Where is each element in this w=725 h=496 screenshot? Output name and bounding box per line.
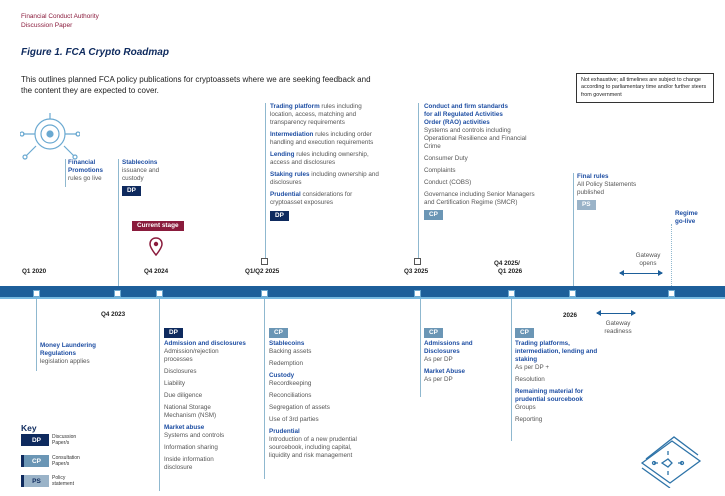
cp-badge: CP bbox=[424, 210, 443, 220]
separator bbox=[573, 173, 574, 286]
acp-d2: As per DP bbox=[424, 376, 453, 383]
tcp-t4: Remaining material for bbox=[515, 388, 584, 395]
tcp-t2: intermediation, lending and bbox=[515, 348, 598, 355]
acp-t3: Market Abuse bbox=[424, 368, 466, 375]
admission-dp-block bbox=[164, 328, 260, 472]
gateway-opens-1: Gateway bbox=[635, 252, 661, 259]
cp-badge: CP bbox=[515, 328, 534, 338]
key-label: Consultation bbox=[52, 455, 80, 461]
stablecoins-dp-block bbox=[122, 159, 182, 196]
separator bbox=[36, 299, 37, 371]
trading-l4-bold: Intermediation bbox=[270, 131, 314, 138]
trading-l1-rest: rules including bbox=[319, 103, 362, 110]
trading-dp-block bbox=[270, 103, 410, 221]
separator bbox=[159, 299, 160, 491]
trading-l8-rest: including ownership and bbox=[309, 171, 379, 178]
trading-l7: access and disclosures bbox=[270, 159, 336, 166]
admission-item: Disclosures bbox=[164, 368, 197, 375]
current-stage-label: Current stage bbox=[132, 221, 184, 231]
aml-d: legislation applies bbox=[40, 358, 90, 365]
key-label: Paper/s bbox=[52, 461, 70, 467]
sc-d1: Backing assets bbox=[269, 348, 312, 355]
admission-item: Mechanism (NSM) bbox=[164, 412, 217, 419]
dp-badge: DP bbox=[270, 211, 289, 221]
conduct-d8: and Certification Regime (SMCR) bbox=[424, 199, 518, 206]
label-q1-2026: Q1 2026 bbox=[498, 268, 523, 275]
conduct-d4: Consumer Duty bbox=[424, 155, 468, 162]
timeline-node bbox=[156, 290, 163, 297]
key-item-cp bbox=[21, 455, 92, 467]
final-rules-block bbox=[577, 173, 657, 210]
admission-item: Admission/rejection bbox=[164, 348, 219, 355]
conduct-d7: Governance including Senior Managers bbox=[424, 191, 535, 198]
sc-d4: Reconciliations bbox=[269, 392, 312, 399]
aml-block bbox=[40, 342, 115, 366]
trading-l10-rest: considerations for bbox=[300, 191, 353, 198]
sc-t3: Prudential bbox=[269, 428, 300, 435]
final-title: Final rules bbox=[577, 173, 609, 180]
dp-badge: DP bbox=[122, 186, 141, 196]
label-2026: 2026 bbox=[563, 312, 578, 319]
tcp-d3: Groups bbox=[515, 404, 536, 411]
separator bbox=[264, 299, 265, 479]
trading-l6-rest: rules including ownership, bbox=[294, 151, 369, 158]
market-abuse-item: Inside information bbox=[164, 456, 214, 463]
conduct-d3: Crime bbox=[424, 143, 441, 150]
org-name: Financial Conduct Authority bbox=[21, 13, 99, 20]
stablecoins-cp-block bbox=[269, 328, 409, 460]
timeline-accent bbox=[0, 297, 725, 299]
trading-l6-bold: Lending bbox=[270, 151, 295, 158]
fp-title-1: Financial bbox=[68, 159, 96, 166]
sc-t2: Custody bbox=[269, 372, 295, 379]
tcp-d1: As per DP + bbox=[515, 364, 550, 371]
timeline-node bbox=[414, 290, 421, 297]
sc-d5: Segregation of assets bbox=[269, 404, 330, 411]
aml-t1: Money Laundering bbox=[40, 342, 96, 349]
trading-l10-bold: Prudential bbox=[270, 191, 301, 198]
sc-d3: Recordkeeping bbox=[269, 380, 312, 387]
trading-cp-block bbox=[515, 328, 625, 424]
location-pin-icon bbox=[149, 237, 163, 257]
marker-square bbox=[261, 258, 268, 265]
admission-item: Liability bbox=[164, 380, 185, 387]
timeline-node bbox=[668, 290, 675, 297]
conduct-title-3: Order (RAO) activities bbox=[424, 119, 490, 126]
tcp-d2: Resolution bbox=[515, 376, 545, 383]
cp-badge: CP bbox=[269, 328, 288, 338]
label-q4-2023: Q4 2023 bbox=[101, 311, 126, 318]
tcp-d4: Reporting bbox=[515, 416, 543, 423]
timeline-node bbox=[569, 290, 576, 297]
trading-l11: cryptoasset exposures bbox=[270, 199, 333, 206]
key-badge: DP bbox=[21, 434, 49, 446]
gateway-opens-label bbox=[628, 252, 668, 268]
ps-badge: PS bbox=[577, 200, 596, 210]
conduct-d2: Operational Resilience and Financial bbox=[424, 135, 527, 142]
conduct-title-2: for all Regulated Activities bbox=[424, 111, 503, 118]
final-d1: All Policy Statements bbox=[577, 181, 637, 188]
stablecoins-desc-2: custody bbox=[122, 175, 144, 182]
timeline-node bbox=[261, 290, 268, 297]
figure-title: Figure 1. FCA Crypto Roadmap bbox=[21, 47, 169, 58]
trading-l2: location, access, matching and bbox=[270, 111, 357, 118]
stablecoins-desc-1: issuance and bbox=[122, 167, 160, 174]
admission-title: Admission and disclosures bbox=[164, 340, 246, 347]
regime-l1: Regime bbox=[675, 210, 698, 217]
tcp-t3: staking bbox=[515, 356, 538, 363]
market-abuse-item: Information sharing bbox=[164, 444, 218, 451]
fp-title-2: Promotions bbox=[68, 167, 103, 174]
conduct-d6: Conduct (COBS) bbox=[424, 179, 472, 186]
tcp-t5: prudential sourcebook bbox=[515, 396, 583, 403]
admission-cp-block bbox=[424, 328, 504, 384]
gateway-readiness-1: Gateway bbox=[605, 320, 631, 327]
gateway-readiness-2: readiness bbox=[604, 328, 632, 335]
regime-tick bbox=[671, 224, 672, 286]
final-d2: published bbox=[577, 189, 604, 196]
fp-desc: rules go live bbox=[68, 175, 102, 182]
sc-d2: Redemption bbox=[269, 360, 303, 367]
trading-l8-bold: Staking rules bbox=[270, 171, 310, 178]
separator bbox=[418, 103, 419, 258]
marker-square bbox=[414, 258, 421, 265]
financial-promotions-block bbox=[68, 159, 114, 183]
key-label: Paper/s bbox=[52, 440, 70, 446]
intro-text: This outlines planned FCA policy publications for cryptoassets where we are seeking feedback and the content they are expected to cover. bbox=[21, 75, 371, 95]
market-abuse-title: Market abuse bbox=[164, 424, 205, 431]
aml-t2: Regulations bbox=[40, 350, 77, 357]
network-icon bbox=[20, 112, 80, 162]
cp-badge: CP bbox=[424, 328, 443, 338]
conduct-d1: Systems and controls including bbox=[424, 127, 511, 134]
key-title: Key bbox=[21, 423, 37, 433]
trading-l1-bold: Trading platform bbox=[270, 103, 320, 110]
acp-t2: Disclosures bbox=[424, 348, 460, 355]
conduct-d5: Complaints bbox=[424, 167, 456, 174]
dp-badge: DP bbox=[164, 328, 183, 338]
key-item-dp bbox=[21, 434, 92, 446]
separator bbox=[65, 159, 66, 187]
market-abuse-item: disclosure bbox=[164, 464, 193, 471]
admission-item: National Storage bbox=[164, 404, 211, 411]
timeline-node bbox=[508, 290, 515, 297]
gateway-opens-2: opens bbox=[639, 260, 657, 267]
stablecoins-title: Stablecoins bbox=[122, 159, 158, 166]
tcp-t1: Trading platforms, bbox=[515, 340, 570, 347]
acp-d1: As per DP bbox=[424, 356, 453, 363]
key-item-ps bbox=[21, 475, 92, 487]
timeline-node bbox=[33, 290, 40, 297]
regime-l2: go-live bbox=[675, 218, 696, 225]
acp-t1: Admissions and bbox=[424, 340, 473, 347]
sc-t1: Stablecoins bbox=[269, 340, 305, 347]
conduct-title-1: Conduct and firm standards bbox=[424, 103, 508, 110]
admission-item: processes bbox=[164, 356, 193, 363]
disclaimer-note: Not exhaustive; all timelines are subject to change according to parliamentary time and/or further steers from government bbox=[576, 73, 714, 103]
separator bbox=[420, 299, 421, 397]
separator bbox=[265, 103, 266, 258]
key-badge: PS bbox=[21, 475, 49, 487]
key-label: Discussion bbox=[52, 434, 77, 440]
sc-d9: liquidity and risk management bbox=[269, 452, 353, 459]
trading-l5: handling and execution requirements bbox=[270, 139, 374, 146]
trading-l9: disclosures bbox=[270, 179, 302, 186]
sc-d7: Introduction of a new prudential bbox=[269, 436, 357, 443]
key-label: statement bbox=[52, 481, 74, 487]
sc-d6: Use of 3rd parties bbox=[269, 416, 319, 423]
separator bbox=[511, 299, 512, 441]
admission-item: Due diligence bbox=[164, 392, 203, 399]
market-abuse-item: Systems and controls bbox=[164, 432, 225, 439]
gateway-opens-arrow bbox=[620, 273, 662, 274]
timeline-node bbox=[114, 290, 121, 297]
regime-go-live bbox=[675, 210, 715, 226]
sc-d8: sourcebook, including capital, bbox=[269, 444, 352, 451]
doc-type: Discussion Paper bbox=[21, 22, 73, 29]
label-q3-2025: Q3 2025 bbox=[404, 268, 429, 275]
key-label: Policy bbox=[52, 475, 66, 481]
key-badge: CP bbox=[21, 455, 49, 467]
label-q4-2024: Q4 2024 bbox=[144, 268, 169, 275]
trading-l3: transparency requirements bbox=[270, 119, 345, 126]
label-q1-2020: Q1 2020 bbox=[22, 268, 47, 275]
conduct-cp-block bbox=[424, 103, 564, 220]
label-q1q2-2025: Q1/Q2 2025 bbox=[245, 268, 280, 275]
trading-l4-rest: rules including order bbox=[313, 131, 372, 138]
separator bbox=[118, 159, 119, 286]
gateway-readiness-arrow bbox=[597, 313, 635, 314]
label-q4-2025: Q4 2025/ bbox=[494, 260, 520, 267]
crypto-money-icon bbox=[638, 433, 704, 488]
